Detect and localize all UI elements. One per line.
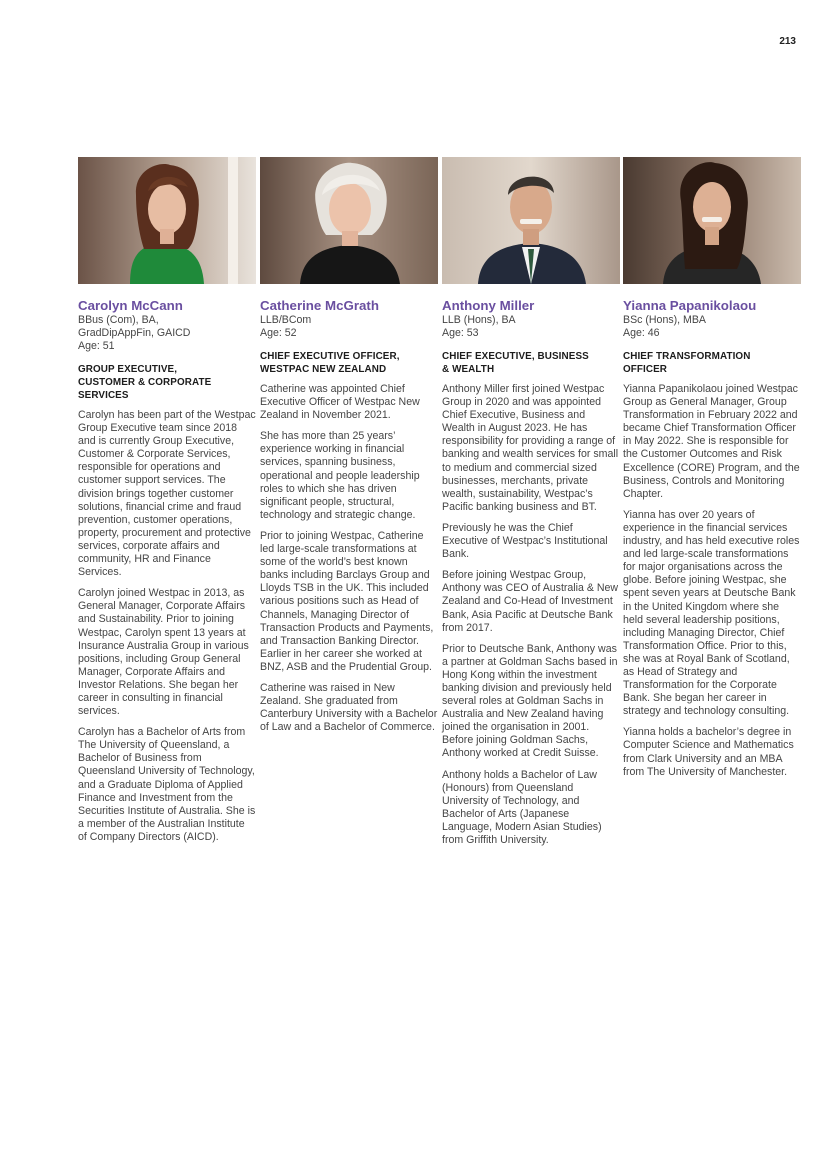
role-line: CHIEF EXECUTIVE OFFICER,: [260, 351, 400, 362]
qualification-line: GradDipAppFin, GAICD: [78, 327, 191, 339]
profile-age: Age: 52: [260, 327, 297, 339]
bio-paragraph: Carolyn joined Westpac in 2013, as General Manager, Corporate Affairs and Sustainability. Prior to joining Westpac, Carolyn spent 13 years at Insurance Australia Group in various positions, including Group General Manager, Corporate Affairs and Investor Relations. She began her career in consulting in financial services.: [78, 587, 249, 718]
bio-paragraph: Catherine was appointed Chief Executive Officer of Westpac New Zealand in November 2021.: [260, 383, 420, 422]
profile-bio: [442, 383, 620, 847]
bio-paragraph: Yianna Papanikolaou joined Westpac Group as General Manager, Group Transformation in February 2022 and became Chief Transformation Officer in May 2022. She is responsible for the Customer Outcomes and Risk Excellence (CORE) Program, and the Business, Controls and Monitoring Chapter.: [623, 383, 800, 500]
profile-card: [78, 157, 256, 852]
bio-paragraph: She has more than 25 years’ experience working in financial services, spanning business, operational and people leadership roles to which she has driven significant people, structural, technology and strategic change.: [260, 430, 420, 521]
bio-paragraph: Previously he was the Chief Executive of Westpac’s Institutional Bank.: [442, 521, 608, 561]
bio-paragraph: Prior to Deutsche Bank, Anthony was a partner at Goldman Sachs based in Hong Kong within the investment banking division and previously held several roles at Goldman Sachs in Australia and New Zealand having joined the organisation in 2001. Before joining Goldman Sachs, Anthony worked at Credit Suisse.: [442, 642, 618, 760]
profile-name: Catherine McGrath: [260, 298, 379, 313]
profile-qualifications: [623, 314, 801, 327]
qualification-line: BBus (Com), BA,: [78, 314, 159, 326]
profile-role: [442, 350, 620, 376]
qualification-line: LLB/BCom: [260, 314, 312, 326]
profile-age: Age: 46: [623, 327, 660, 339]
executive-profiles: [78, 157, 801, 1057]
role-line: & WEALTH: [442, 364, 495, 375]
portrait-photo: [260, 157, 438, 284]
role-line: CHIEF TRANSFORMATION: [623, 351, 751, 362]
portrait-photo: [623, 157, 801, 284]
role-line: OFFICER: [623, 364, 668, 375]
profile-age: Age: 51: [78, 340, 115, 352]
profile-name: Anthony Miller: [442, 298, 535, 313]
bio-paragraph: Before joining Westpac Group, Anthony was CEO of Australia & New Zealand and Co-Head of Investment Bank, Asia Pacific at Deutsche Bank from 2017.: [442, 569, 619, 634]
qualification-line: BSc (Hons), MBA: [623, 314, 707, 326]
page-number: 213: [779, 36, 796, 47]
role-line: CHIEF EXECUTIVE, BUSINESS: [442, 351, 589, 362]
profile-role: [623, 350, 801, 376]
profile-card: [442, 157, 620, 855]
portrait-photo: [78, 157, 256, 284]
profile-name: Carolyn McCann: [78, 298, 183, 313]
profile-name: Yianna Papanikolaou: [623, 298, 757, 313]
profile-age: Age: 53: [442, 327, 479, 339]
profile-qualifications: [260, 314, 438, 327]
profile-qualifications: [78, 314, 256, 340]
profile-bio: [78, 409, 256, 844]
bio-paragraph: Catherine was raised in New Zealand. She graduated from Canterbury University with a Bachelor of Law and a Bachelor of Commerce.: [260, 681, 438, 734]
profile-bio: [623, 383, 801, 779]
bio-paragraph: Anthony Miller first joined Westpac Group in 2020 and was appointed Chief Executive, Business and Wealth in August 2023. He has responsibility for providing a range of banking and wealth services for small to medium and commercial sized businesses, merchants, private wealth, sustainability, Westpac’s Pacific banking business and BT.: [442, 383, 619, 513]
bio-paragraph: Prior to joining Westpac, Catherine led large-scale transformations at some of the world’s best known banks including Barclays Group and Lloyds TSB in the UK. This included various positions such as Head of Channels, Managing Director of Transaction Products and Payments, and Transaction Banking Director. Earlier in her career she worked at BNZ, ASB and the Prudential Group.: [260, 529, 434, 673]
profile-role: [78, 363, 256, 402]
role-line: GROUP EXECUTIVE,: [78, 364, 178, 375]
profile-card: [260, 157, 438, 742]
profile-qualifications: [442, 314, 620, 327]
bio-paragraph: Anthony holds a Bachelor of Law (Honours) from Queensland University of Technology, and Bachelor of Arts (Japanese Language, Modern Asian Studies) from Griffith University.: [442, 768, 602, 846]
bio-paragraph: Carolyn has been part of the Westpac Group Executive team since 2018 and is currently Group Executive, Customer & Corporate Services, responsible for operations and customer support services. The division brings together customer solutions, financial crime and fraud prevention, customer operations, property, procurement and protective services, corporate affairs and community, HR and Finance Services.: [78, 409, 256, 579]
profile-bio: [260, 383, 438, 734]
role-line: CUSTOMER & CORPORATE: [78, 377, 212, 388]
role-line: WESTPAC NEW ZEALAND: [260, 364, 387, 375]
bio-paragraph: Yianna holds a bachelor’s degree in Computer Science and Mathematics from Clark University and an MBA from The University of Manchester.: [623, 726, 794, 778]
profile-role: [260, 350, 438, 376]
portrait-photo: [442, 157, 620, 284]
profile-card: [623, 157, 801, 787]
bio-paragraph: Carolyn has a Bachelor of Arts from The University of Queensland, a Bachelor of Business from Queensland University of Technology, and a Graduate Diploma of Applied Finance and Investment from the Securities Institute of Australia. She is a member of the Australian Institute of Company Directors (AICD).: [78, 726, 256, 843]
role-line: SERVICES: [78, 390, 129, 401]
qualification-line: LLB (Hons), BA: [442, 314, 516, 326]
bio-paragraph: Yianna has over 20 years of experience in the financial services industry, and has held executive roles and led large-scale transformations for major organisations across the globe. Before joining Westpac, she spent seven years at Deutsche Bank in the United Kingdom where she held several leadership positions, including Managing Director, Chief Transformation Office. Prior to this, she was at Royal Bank of Scotland, as Head of Strategy and Transformation for the Corporate Bank. She began her career in strategy and technology consulting.: [623, 508, 800, 718]
